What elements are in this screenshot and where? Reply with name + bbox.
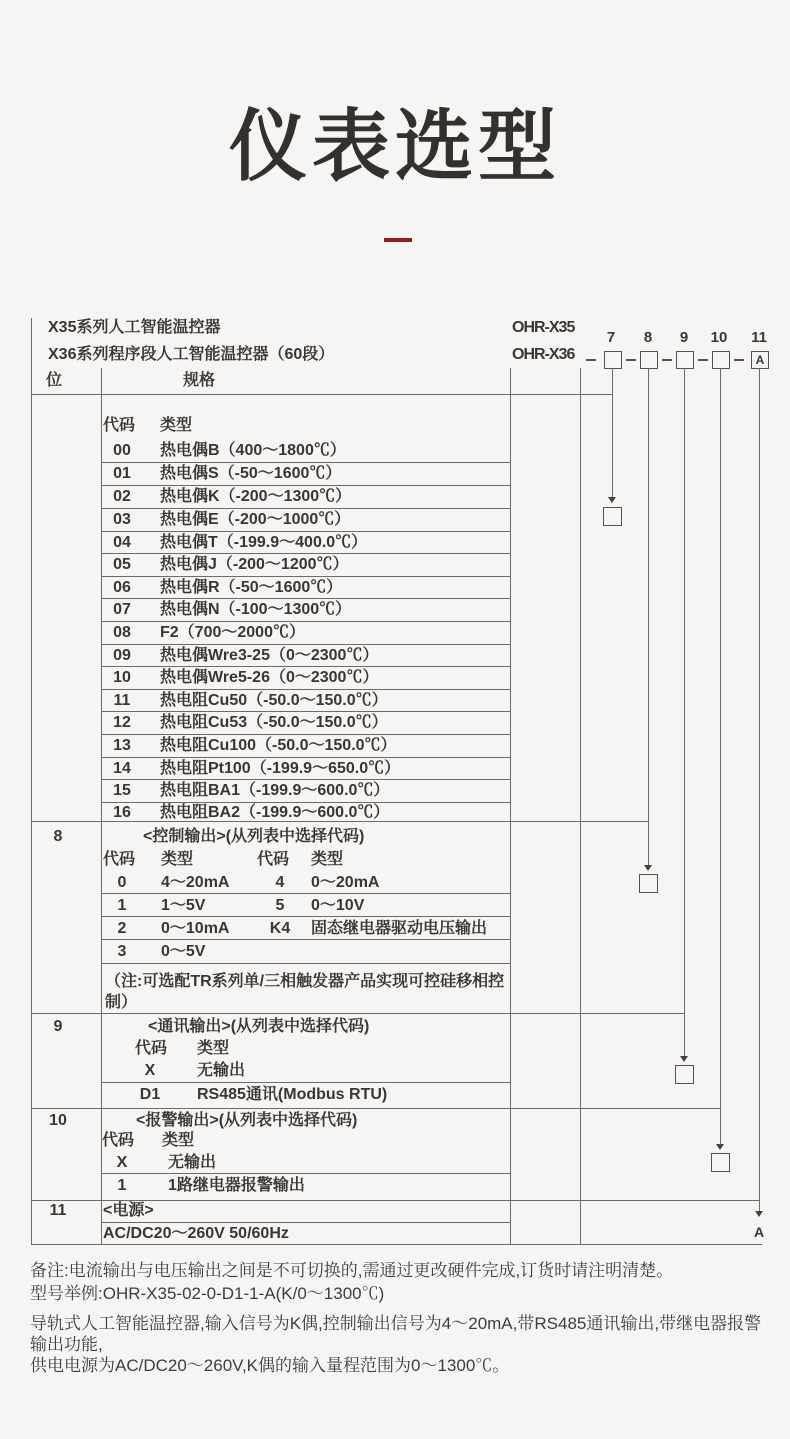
row-separator (101, 1082, 510, 1083)
section-digit-9: 9 (53, 1018, 63, 1035)
input-row-code: 08 (113, 624, 131, 641)
input-row-type: 热电偶S（-50～1600℃） (160, 465, 342, 482)
alarm-row-type: 1路继电器报警输出 (168, 1177, 305, 1194)
input-row-code: 00 (113, 442, 131, 459)
target-box-10 (711, 1153, 730, 1172)
control-row-code: 3 (117, 943, 127, 960)
footnote-example: 型号举例:OHR-X35-02-0-D1-1-A(K/0～1300℃) (30, 1284, 385, 1303)
dash-separator (698, 359, 708, 361)
page-title: 仪表选型 (228, 102, 561, 190)
control-row-code: 1 (117, 897, 127, 914)
border-section9-top (31, 1013, 684, 1014)
target-box-8 (639, 874, 658, 893)
input-row-type: 热电偶E（-200～1000℃） (160, 511, 351, 528)
input-row-type: F2（700～2000℃） (160, 624, 305, 641)
arrow-down-8 (644, 865, 652, 871)
input-code-header: 代码 (103, 417, 136, 434)
section-digit-11: 11 (49, 1202, 67, 1219)
border-header-bottom (31, 394, 612, 395)
footnote-power: 供电电源为AC/DC20～260V,K偶的输入量程范围为0～1300℃。 (30, 1356, 510, 1375)
comm-row-type: 无输出 (197, 1062, 246, 1079)
digit-col-header: 位 (46, 372, 63, 389)
comm-row-code: X (144, 1062, 156, 1079)
code-box-8 (640, 351, 658, 369)
alarm-row-code: X (116, 1154, 128, 1171)
comm-code-header: 代码 (135, 1040, 168, 1057)
comm-row-type: RS485通讯(Modbus RTU) (197, 1086, 388, 1103)
code-box-10 (712, 351, 730, 369)
arrow-down-11 (755, 1211, 763, 1217)
control-code2-header: 代码 (257, 851, 290, 868)
control-row-type: 4～20mA (161, 874, 230, 891)
control-section-note: （注:可选配TR系列单/三相触发器产品实现可控硅移相控制） (105, 973, 505, 1011)
section-power-title: <电源> (103, 1202, 154, 1219)
input-row-code: 06 (113, 579, 131, 596)
spec-col-header: 规格 (183, 372, 216, 389)
digit-label-10: 10 (710, 329, 728, 346)
drop-line-9 (684, 368, 685, 1057)
code-box-9 (676, 351, 694, 369)
input-row-code: 01 (113, 465, 131, 482)
control-code-header: 代码 (103, 851, 136, 868)
comm-type-header: 类型 (197, 1040, 230, 1057)
input-row-code: 04 (113, 534, 131, 551)
series-name-x35: X35系列人工智能温控器 (48, 319, 221, 336)
dash-separator (626, 359, 636, 361)
model-x35: OHR-X35 (512, 319, 575, 336)
control-row-type: 0～5V (161, 943, 206, 960)
drop-line-8 (648, 368, 649, 866)
row-separator (101, 916, 510, 917)
input-row-type: 热电偶Wre5-26（0～2300℃） (160, 669, 379, 686)
input-row-code: 13 (113, 737, 131, 754)
input-row-type: 热电阻Cu50（-50.0～150.0℃） (160, 692, 388, 709)
power-value: AC/DC20～260V 50/60Hz (103, 1225, 289, 1242)
input-row-code: 14 (113, 760, 131, 777)
digit-label-11: 11 (751, 329, 767, 346)
dash-separator (662, 359, 672, 361)
input-row-type: 热电偶Wre3-25（0～2300℃） (160, 647, 379, 664)
section-digit-8: 8 (53, 828, 63, 845)
digit-label-9: 9 (679, 329, 689, 346)
control-row-type: 0～10mA (161, 920, 230, 937)
input-row-type: 热电偶T（-199.9～400.0℃） (160, 534, 368, 551)
section-alarm-title: <报警输出>(从列表中选择代码) (136, 1112, 358, 1129)
input-type-header: 类型 (160, 417, 193, 434)
row-separator (101, 893, 510, 894)
row-separator (101, 939, 510, 940)
section-control-title: <控制输出>(从列表中选择代码) (143, 828, 365, 845)
arrow-down-10 (716, 1144, 724, 1150)
control-row-type: 1～5V (161, 897, 206, 914)
table-border-left (31, 318, 32, 1245)
digit-label-8: 8 (643, 329, 653, 346)
code-box-7 (604, 351, 622, 369)
section-digit-10: 10 (49, 1112, 67, 1129)
row-separator (101, 1173, 510, 1174)
input-row-type: 热电偶R（-50～1600℃） (160, 579, 343, 596)
footnote-remark: 备注:电流输出与电压输出之间是不可切换的,需通过更改硬件完成,订货时请注明清楚。 (30, 1261, 674, 1280)
input-row-code: 03 (113, 511, 131, 528)
control-row-type2: 0～20mA (311, 874, 380, 891)
input-row-code: 12 (113, 714, 131, 731)
input-row-type: 热电偶J（-200～1200℃） (160, 556, 349, 573)
title-underline (384, 238, 412, 242)
arrow-down-7 (608, 497, 616, 503)
input-row-type: 热电阻BA2（-199.9～600.0℃） (160, 804, 390, 821)
input-row-code: 02 (113, 488, 131, 505)
input-row-code: 15 (113, 782, 131, 799)
control-type2-header: 类型 (311, 851, 344, 868)
row-separator (101, 963, 510, 964)
control-type-header: 类型 (161, 851, 194, 868)
target-box-9 (675, 1065, 694, 1084)
table-divider-outer (580, 368, 581, 1245)
control-row-code2: K4 (269, 920, 291, 937)
input-row-type: 热电阻Cu53（-50.0～150.0℃） (160, 714, 388, 731)
control-row-code2: 4 (275, 874, 285, 891)
drop-line-10 (720, 368, 721, 1145)
input-row-code: 07 (113, 601, 131, 618)
control-row-type2: 固态继电器驱动电压输出 (311, 920, 488, 937)
dash-separator (734, 359, 744, 361)
drop-line-11 (759, 368, 760, 1212)
input-row-type: 热电阻Pt100（-199.9～650.0℃） (160, 760, 401, 777)
input-row-type: 热电偶B（400～1800℃） (160, 442, 346, 459)
target-box-7 (603, 507, 622, 526)
footnote-description: 导轨式人工智能温控器,输入信号为K偶,控制输出信号为4～20mA,带RS485通讯输出,带继电器报警输出功能, (30, 1314, 762, 1354)
input-row-code: 10 (113, 669, 131, 686)
section-comm-title: <通讯输出>(从列表中选择代码) (148, 1018, 370, 1035)
input-row-code: 05 (113, 556, 131, 573)
control-row-type2: 0～10V (311, 897, 365, 914)
series-name-x36: X36系列程序段人工智能温控器（60段） (48, 346, 335, 363)
alarm-row-type: 无输出 (168, 1154, 217, 1171)
code-box-11-fixed: A (751, 351, 769, 369)
input-row-code: 09 (113, 647, 131, 664)
input-row-type: 热电阻BA1（-199.9～600.0℃） (160, 782, 390, 799)
alarm-type-header: 类型 (162, 1132, 195, 1149)
input-row-code: 16 (113, 804, 131, 821)
input-row-type: 热电偶K（-200～1300℃） (160, 488, 352, 505)
input-row-type: 热电偶N（-100～1300℃） (160, 601, 352, 618)
table-divider-spec-right (510, 368, 511, 1245)
alarm-row-code: 1 (117, 1177, 127, 1194)
model-x36: OHR-X36 (512, 346, 575, 363)
input-row-code: 11 (113, 692, 131, 709)
table-divider-digit (101, 368, 102, 1245)
comm-row-code: D1 (139, 1086, 161, 1103)
control-row-code: 2 (117, 920, 127, 937)
drop-line-7 (612, 368, 613, 498)
alarm-code-header: 代码 (102, 1132, 135, 1149)
arrow-down-9 (680, 1056, 688, 1062)
target-suffix-a: A (753, 1224, 765, 1240)
control-row-code: 0 (117, 874, 127, 891)
digit-label-7: 7 (606, 329, 616, 346)
control-row-code2: 5 (275, 897, 285, 914)
border-section10-top (31, 1108, 720, 1109)
dash-separator (586, 359, 596, 361)
input-row-type: 热电阻Cu100（-50.0～150.0℃） (160, 737, 397, 754)
